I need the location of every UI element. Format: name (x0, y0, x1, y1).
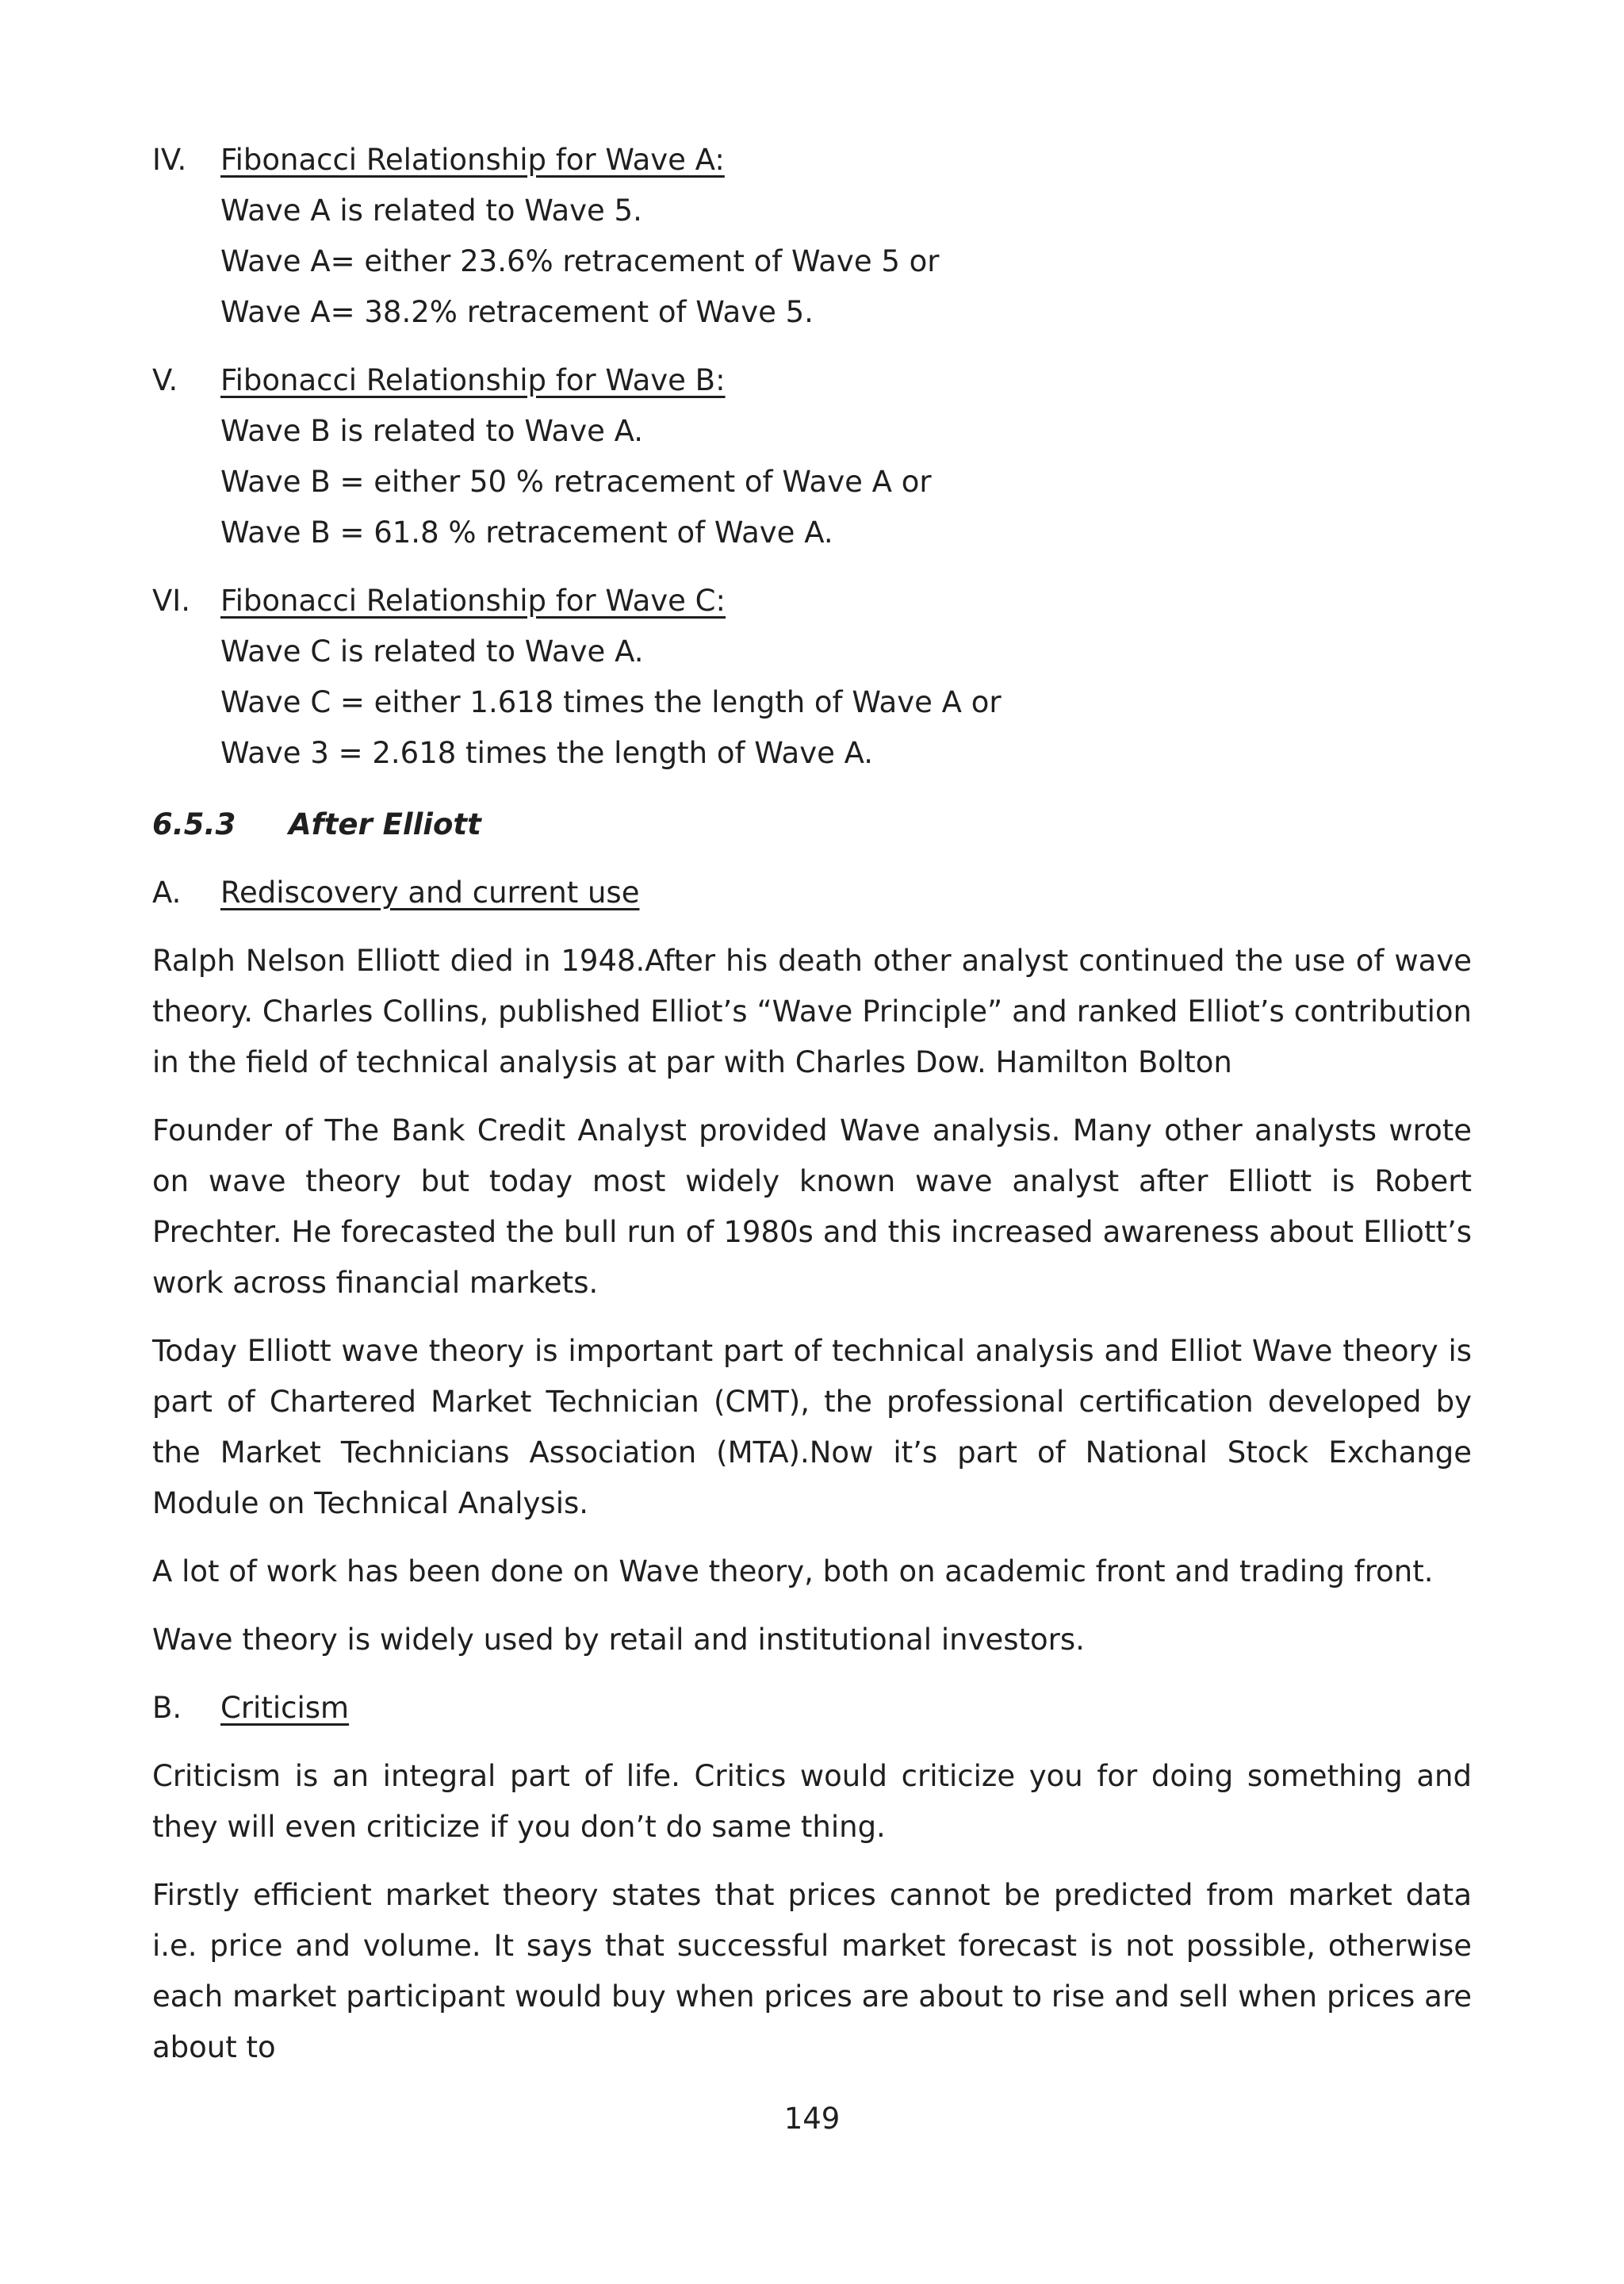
list-numeral: VI. (152, 584, 190, 618)
subsection-letter: B. (152, 1691, 182, 1725)
section-heading (152, 799, 1472, 850)
page-number: 149 (783, 2102, 841, 2136)
paragraph: Wave theory is widely used by retail and institutional investors. (152, 1623, 1085, 1657)
list-line: Wave B = 61.8 % retracement of Wave A. (220, 515, 833, 550)
document-page (152, 135, 1472, 2073)
list-line: Wave C is related to Wave A. (220, 634, 644, 669)
fib-item-wave-b (152, 355, 1472, 558)
fib-item-wave-c (152, 576, 1472, 779)
paragraph: Founder of The Bank Credit Analyst provided Wave analysis. Many other analysts wrote on wave theory but today most widely known wave analyst after Elliott is Robert Prechter. He forecasted the bull run of 1980s and this increased awareness about Elliott’s work across financial markets. (152, 1113, 1472, 1300)
section-title: After Elliott (289, 807, 481, 841)
list-line: Wave A= 38.2% retracement of Wave 5. (220, 295, 814, 329)
list-line: Wave C = either 1.618 times the length of Wave A or (220, 685, 1002, 719)
subsection-letter: A. (152, 876, 182, 910)
list-line: Wave 3 = 2.618 times the length of Wave A. (220, 736, 874, 770)
list-numeral: V. (152, 363, 178, 397)
list-heading: Fibonacci Relationship for Wave A: (220, 143, 725, 177)
paragraph: A lot of work has been done on Wave theory, both on academic front and trading front. (152, 1554, 1434, 1588)
subsection-label: Criticism (220, 1691, 350, 1725)
paragraph: Ralph Nelson Elliott died in 1948.After his death other analyst continued the use of wave theory. Charles Collins, published Elliot’s “Wave Principle” and ranked Elliot’s contribution in the field of technical analysis at par with Charles Dow. Hamilton Bolton (152, 944, 1472, 1079)
list-line: Wave A= either 23.6% retracement of Wave 5 or (220, 244, 940, 278)
section-number: 6.5.3 (152, 807, 236, 841)
fib-item-wave-a (152, 135, 1472, 338)
list-line: Wave A is related to Wave 5. (220, 194, 642, 228)
subsection-label: Rediscovery and current use (220, 876, 640, 910)
list-heading: Fibonacci Relationship for Wave B: (220, 363, 726, 397)
list-heading: Fibonacci Relationship for Wave C: (220, 584, 726, 618)
paragraph: Firstly efficient market theory states that prices cannot be predicted from market data i.e. price and volume. It says that successful market forecast is not possible, otherwise each market participant would buy when prices are about to rise and sell when prices are about to (152, 1878, 1472, 2064)
list-line: Wave B = either 50 % retracement of Wave A or (220, 465, 932, 499)
paragraph: Criticism is an integral part of life. Critics would criticize you for doing something and they will even criticize if you don’t do same thing. (152, 1759, 1472, 1844)
subsection-heading-a (152, 868, 1472, 918)
list-numeral: IV. (152, 143, 187, 177)
list-line: Wave B is related to Wave A. (220, 414, 644, 448)
paragraph: Today Elliott wave theory is important part of technical analysis and Elliot Wave theory is part of Chartered Market Technician (CMT), the professional certification developed by the Market Technicians Association (MTA).Now it’s part of National Stock Exchange Module on Technical Analysis. (152, 1334, 1472, 1520)
subsection-heading-b (152, 1683, 1472, 1734)
